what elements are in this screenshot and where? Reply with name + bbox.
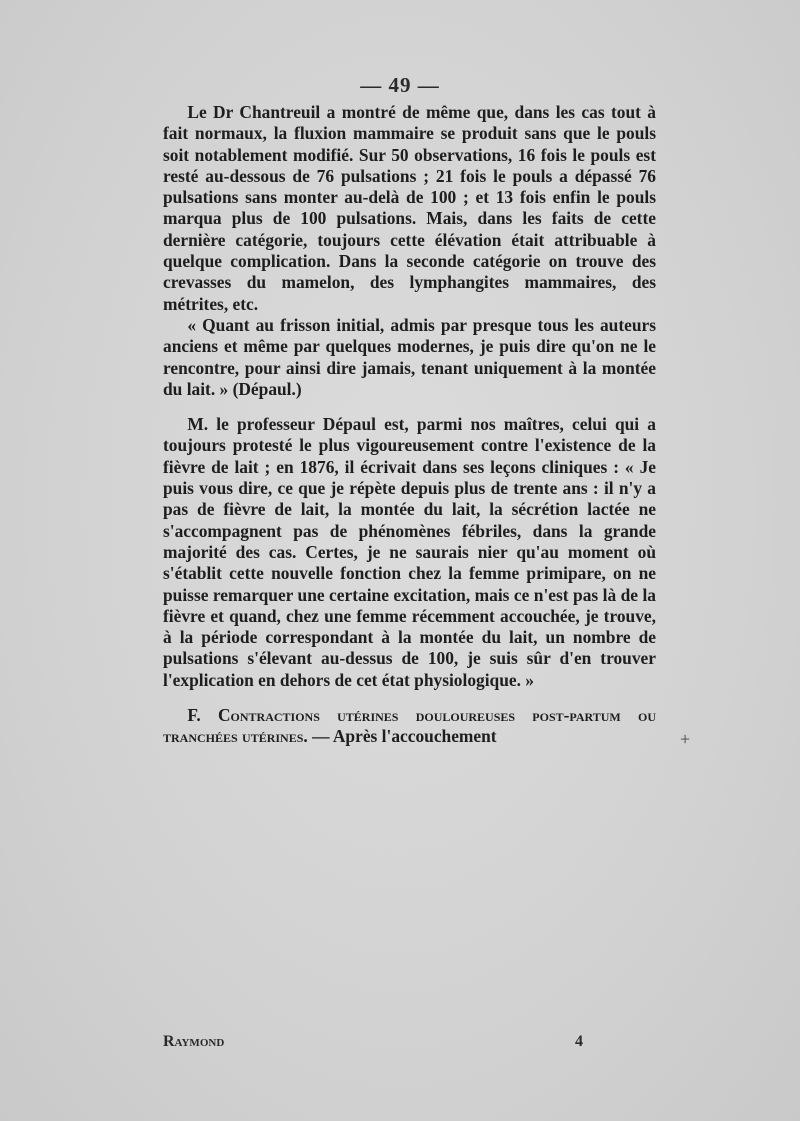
paragraph-2: « Quant au frisson initial, admis par presque tous les auteurs anciens et même par quelques modernes, je puis dire qu'on ne le rencontre, pour ainsi dire jamais, tenant uniquement à la montée du lait. » (Dépaul.) (163, 314, 656, 399)
footer-signature: 4 (575, 1033, 583, 1050)
footer-author: Raymond (163, 1033, 225, 1050)
paragraph-3: M. le professeur Dépaul est, parmi nos maîtres, celui qui a toujours protesté le plus vigoureusement contre l'existence de la fièvre de lait ; en 1876, il écrivait dans ses leçons cliniques : « Je puis vous dire, ce que je répète depuis plus de trente ans : il n'y a pas de fièvre de lait, la montée du lait, la sécrétion lactée ne s'accompagnent pas de phénomènes fébriles, dans la grande majorité des cas. Certes, je ne saurais nier qu'au moment où s'établit cette nouvelle fonction chez la femme primipare, on ne puisse remarquer une certaine excitation, mais ce n'est pas là de la fièvre et quand, chez une femme récemment accouchée, je trouve, à la période correspondant à la montée du lait, un nombre de pulsations s'élevant au-dessus de 100, je suis sûr d'en trouver l'explication en dehors de cet état physiologique. » (163, 414, 656, 690)
body-text (163, 102, 656, 748)
page-number: — 49 — (360, 73, 440, 97)
paragraph-1: Le Dr Chantreuil a montré de même que, dans les cas tout à fait normaux, la fluxion mammaire se produit sans que le pouls soit notablement modifié. Sur 50 observations, 16 fois le pouls est resté au-dessous de 76 pulsations ; 21 fois le pouls a dépassé 76 pulsations sans monter au-delà de 100 ; et 13 fois enfin le pouls marqua plus de 100 pulsations. Mais, dans les faits de cette dernière catégorie, toujours cette élévation était attribuable à quelque complication. Dans la seconde catégorie on trouve des crevasses du mamelon, des lymphangites mammaires, des métrites, etc. (163, 102, 656, 314)
margin-cross-mark: + (680, 729, 691, 749)
section-paragraph (163, 705, 656, 748)
section-heading: F. Contractions utérines douloureuses post-partum ou tranchées utérines. — (163, 705, 656, 747)
section-text: Après l'accouchement (329, 726, 497, 747)
